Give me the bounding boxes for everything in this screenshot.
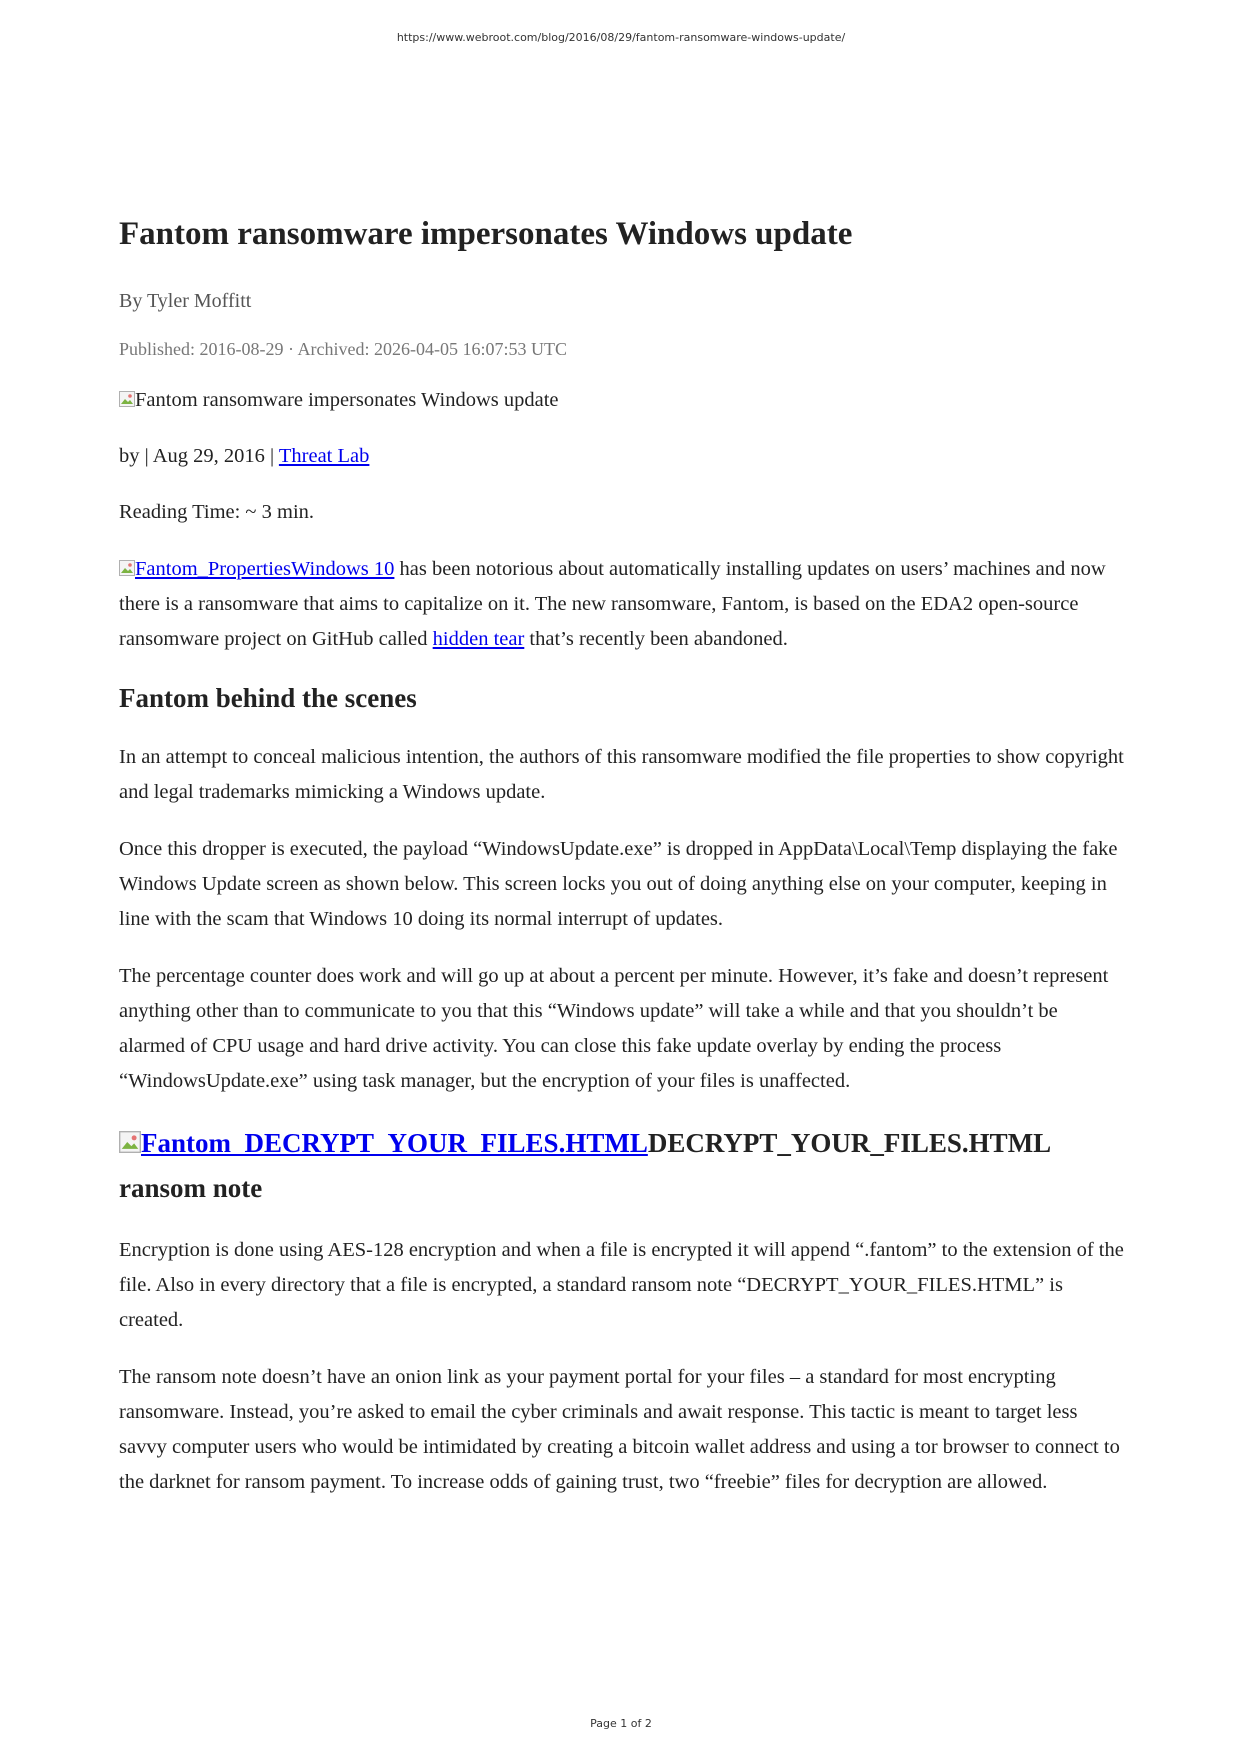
intro-text-2: that’s recently been abandoned. [524,628,788,650]
intro-text-1: has been notorious about automatically installing updates on users’ machines and now there is a ransomware that aims to capitalize on it. The new ransomware, Fantom, is based on the EDA2 open-source ransomware project on GitHub called [119,558,1106,650]
category-link-threat-lab[interactable]: Threat Lab [278,445,370,467]
broken-image-icon [119,391,135,407]
section-heading-ransom-note [119,1121,1124,1211]
paragraph: The percentage counter does work and will go up at about a percent per minute. However, it’s fake and doesn’t represent anything other than to communicate to you that this “Windows update” will take a while and that you shouldn’t be alarmed of CPU usage and hard drive activity. You can close this fake update overlay by ending the process “WindowsUpdate.exe” using task manager, but the encryption of your files is unaffected. [119,965,1109,1092]
fantom-properties-image-link[interactable] [119,558,394,580]
image-alt-text: Fantom_Properties [135,558,292,580]
paragraph: Encryption is done using AES-128 encryption and when a file is encrypted it will append “.fantom” to the extension of the file. Also in every directory that a file is encrypted, a standard ransom note “DECRYPT_YOUR_FILES.HTML” is created. [119,1239,1124,1331]
windows-10-link-text: Windows 10 [291,558,395,580]
reading-time: Reading Time: ~ 3 min. [119,501,315,523]
broken-image-icon [119,1131,141,1153]
heading-text: DECRYPT_YOUR_FILES.HTML ransom note [119,1128,1050,1203]
section-heading-behind-scenes: Fantom behind the scenes [119,683,417,713]
paragraph: Once this dropper is executed, the payload “WindowsUpdate.exe” is dropped in AppData\Local\Temp displaying the fake Windows Update screen as shown below. This screen locks you out of doing anything else on your computer, keeping in line with the scam that Windows 10 doing its normal interrupt of updates. [119,838,1118,930]
article-title: Fantom ransomware impersonates Windows update [119,216,853,252]
hero-image-alt: Fantom ransomware impersonates Windows update [135,389,559,411]
byline-text: by | Aug 29, 2016 | [119,445,279,467]
image-alt-text: Fantom_DECRYPT_YOUR_FILES.HTML [141,1128,648,1158]
broken-image-icon [119,560,135,576]
article-author: By Tyler Moffitt [119,290,252,312]
paragraph: The ransom note doesn’t have an onion link as your payment portal for your files – a standard for most encrypting ransomware. Instead, you’re asked to email the cyber criminals and await response. This tactic is meant to target less savvy computer users who would be intimidated by creating a bitcoin wallet address and using a tor browser to connect to the darknet for ransom payment. To increase odds of gaining trust, two “freebie” files for decryption are allowed. [119,1366,1120,1493]
paragraph: In an attempt to conceal malicious intention, the authors of this ransomware modified the file properties to show copyright and legal trademarks mimicking a Windows update. [119,746,1124,803]
page-number: Page 1 of 2 [590,1717,652,1730]
page-url: https://www.webroot.com/blog/2016/08/29/fantom-ransomware-windows-update/ [396,31,846,44]
article [119,212,1124,1500]
article-meta: Published: 2016-08-29 · Archived: 2026-04-05 16:07:53 UTC [119,339,567,359]
hidden-tear-link[interactable]: hidden tear [432,628,525,650]
byline [119,439,1124,474]
decrypt-files-image-link[interactable] [119,1128,648,1158]
hero-image [119,383,1124,418]
intro-paragraph [119,552,1124,657]
